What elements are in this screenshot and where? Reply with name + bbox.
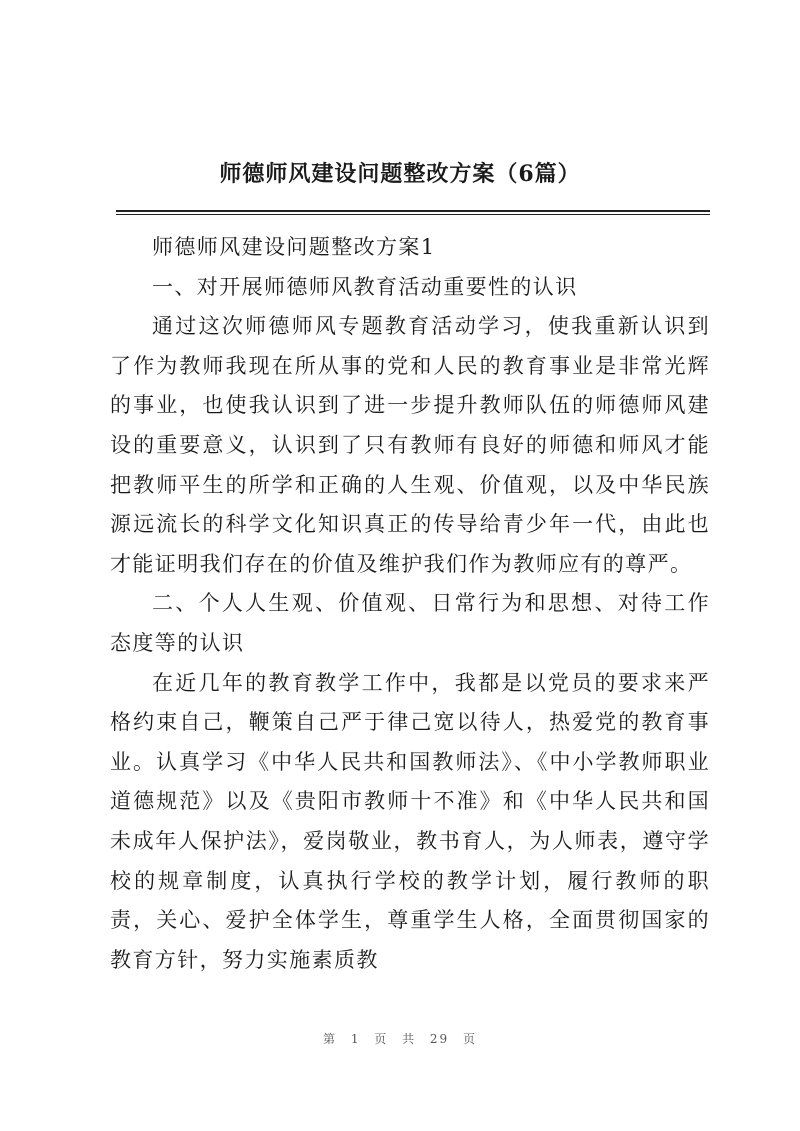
- title-divider: [116, 210, 710, 212]
- page-number-footer: 第 1 页 共 29 页: [323, 1032, 477, 1046]
- title-divider-thin: [116, 214, 710, 215]
- subsection-heading: 一、对开展师德师风教育活动重要性的认识: [152, 274, 578, 299]
- body-paragraph: 通过这次师德师风专题教育活动学习，使我重新认识到了作为教师我现在所从事的党和人民的教育事业是非常光辉的事业，也使我认识到了进一步提升教师队伍的师德师风建设的重要意义，认识到了只有教师有良好的师德和师风才能把教师平生的所学和正确的人生观、价值观，以及中华民族源远流长的科学文化知识真正的传导给青少年一代，由此也才能证明我们存在的价值及维护我们作为教师应有的尊严。: [110, 314, 710, 576]
- body-paragraph: 在近几年的教育教学工作中，我都是以党员的要求来严格约束自己，鞭策自己严于律己宽以待人，热爱党的教育事业。认真学习《中华人民共和国教师法》、《中小学教师职业道德规范》以及《贵阳市教师十不准》和《中华人民共和国未成年人保护法》，爱岗敬业，教书育人，为人师表，遵守学校的规章制度，认真执行学校的教学计划，履行教师的职责，关心、爱护全体学生，尊重学生人格，全面贯彻国家的教育方针，努力实施素质教: [110, 670, 710, 972]
- page-title: 师德师风建设问题整改方案（6篇）: [219, 161, 581, 187]
- subsection-heading: 二、个人人生观、价值观、日常行为和思想、对待工作态度等的认识: [110, 591, 710, 655]
- document-body: [110, 228, 710, 980]
- section-heading: 师德师风建设问题整改方案1: [152, 235, 436, 259]
